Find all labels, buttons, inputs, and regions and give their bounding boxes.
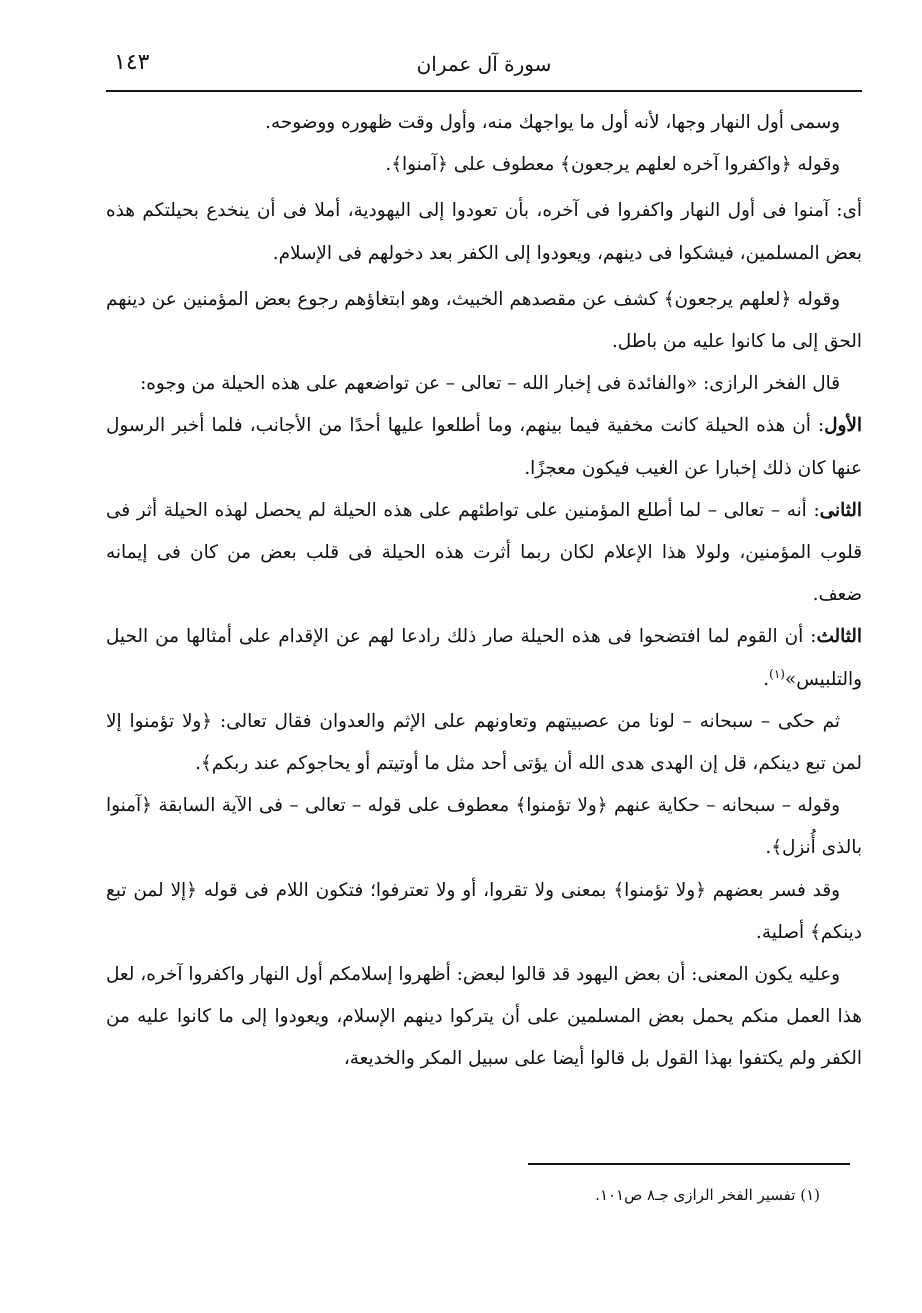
paragraph-text: وقوله ﴿واكفروا آخره لعلهم يرجعون﴾ معطوف على ﴿آمنوا﴾. bbox=[385, 154, 840, 176]
paragraph-text: وسمى أول النهار وجها، لأنه أول ما يواجهك منه، وأول وقت ظهوره ووضوحه. bbox=[265, 112, 840, 133]
paragraph-text: : أن القوم لما افتضحوا فى هذه الحيلة صار ذلك رادعا لهم عن الإقدام على أمثالها من الحيل والتلبيس» bbox=[106, 626, 862, 690]
paragraph-text: : أن هذه الحيلة كانت مخفية فيما بينهم، وما أطلعوا عليها أحدًا من الأجانب، فلما أخبر الرسول عنها كان ذلك إخبارا عن الغيب فيكون معجزًا. bbox=[106, 415, 862, 479]
footnote: (١) تفسير الفخر الرازى جـ٨ ص١٠١. bbox=[595, 1186, 820, 1204]
paragraph-text: : أنه – تعالى – لما أطلع المؤمنين على تواطئهم على هذه الحيلة لم يحصل لهذه الحيلة أثر فى قلوب المؤمنين، ولولا هذا الإعلام لكان ربما أثرت هذه الحيلة فى قلب بعض من كان فى إيمانه ضعف. bbox=[106, 499, 862, 606]
paragraph-text: أى: آمنوا فى أول النهار واكفروا فى آخره، بأن تعودوا إلى اليهودية، أملا فى أن ينخدع بحيلتكم هذه بعض المسلمين، فيشكوا فى دينهم، ويعودوا إلى الكفر بعد دخولهم فى الإسلام. bbox=[106, 200, 862, 264]
page-header bbox=[106, 46, 862, 92]
paragraph-text: وقوله – سبحانه – حكاية عنهم ﴿ولا تؤمنوا﴾ معطوف على قوله – تعالى – فى الآية السابقة ﴿آمنوا بالذى أُنزل﴾. bbox=[106, 795, 862, 859]
paragraph-text: وعليه يكون المعنى: أن بعض اليهود قد قالوا لبعض: أظهروا إسلامكم أول النهار واكفروا آخره، لعل هذا العمل منكم يحمل بعض المسلمين على أن يتركوا دينهم الإسلام، ويعودوا إلى ما كانوا عليه من الكفر ولم يكتفوا بهذا القول بل قالوا أيضا على سبيل المكر والخديعة، bbox=[106, 964, 862, 1070]
paragraph-9 bbox=[106, 701, 862, 785]
point-label: الثالث bbox=[816, 626, 862, 648]
paragraph-first-point bbox=[106, 405, 862, 489]
paragraph-text: وقوله ﴿لعلهم يرجعون﴾ كشف عن مقصدهم الخبيث، وهو ابتغاؤهم رجوع بعض المؤمنين عن دينهم الحق إلى ما كانوا عليه من باطل. bbox=[106, 288, 862, 353]
paragraph-3 bbox=[106, 190, 862, 274]
page-number: ١٤٣ bbox=[114, 50, 150, 75]
point-label: الثانى bbox=[819, 499, 862, 521]
point-label: الأول bbox=[824, 415, 862, 437]
paragraph-text: قال الفخر الرازى: «والفائدة فى إخبار الله – تعالى – عن تواضعهم على هذه الحيلة من وجوه: bbox=[140, 373, 840, 395]
paragraph-tail: . bbox=[763, 668, 770, 690]
footnote-rule bbox=[528, 1163, 850, 1165]
paragraph-12 bbox=[106, 954, 862, 1081]
header-rule bbox=[106, 90, 862, 92]
paragraph-text: ثم حكى – سبحانه – لونا من عصبيتهم وتعاونهم على الإثم والعدوان فقال تعالى: ﴿ولا تؤمنوا إلا لمن تبع دينكم، قل إن الهدى هدى الله أن يؤتى أحد مثل ما أوتيتم أو يحاجوكم عند ربكم﴾. bbox=[106, 710, 862, 775]
paragraph-second-point bbox=[106, 490, 862, 617]
paragraph-2 bbox=[106, 144, 862, 186]
paragraph-11 bbox=[106, 870, 862, 954]
paragraph-5 bbox=[106, 363, 862, 405]
paragraph-third-point bbox=[106, 616, 862, 700]
running-title: سورة آل عمران bbox=[416, 52, 552, 76]
main-text bbox=[106, 102, 862, 1081]
paragraph-1 bbox=[106, 102, 862, 144]
paragraph-10 bbox=[106, 785, 862, 869]
paragraph-text: وقد فسر بعضهم ﴿ولا تؤمنوا﴾ بمعنى ولا تقروا، أو ولا تعترفوا؛ فتكون اللام فى قوله ﴿إلا لمن تبع دينكم﴾ أصلية. bbox=[106, 879, 862, 943]
footnote-marker: (١) bbox=[769, 666, 785, 681]
paragraph-4 bbox=[106, 279, 862, 363]
